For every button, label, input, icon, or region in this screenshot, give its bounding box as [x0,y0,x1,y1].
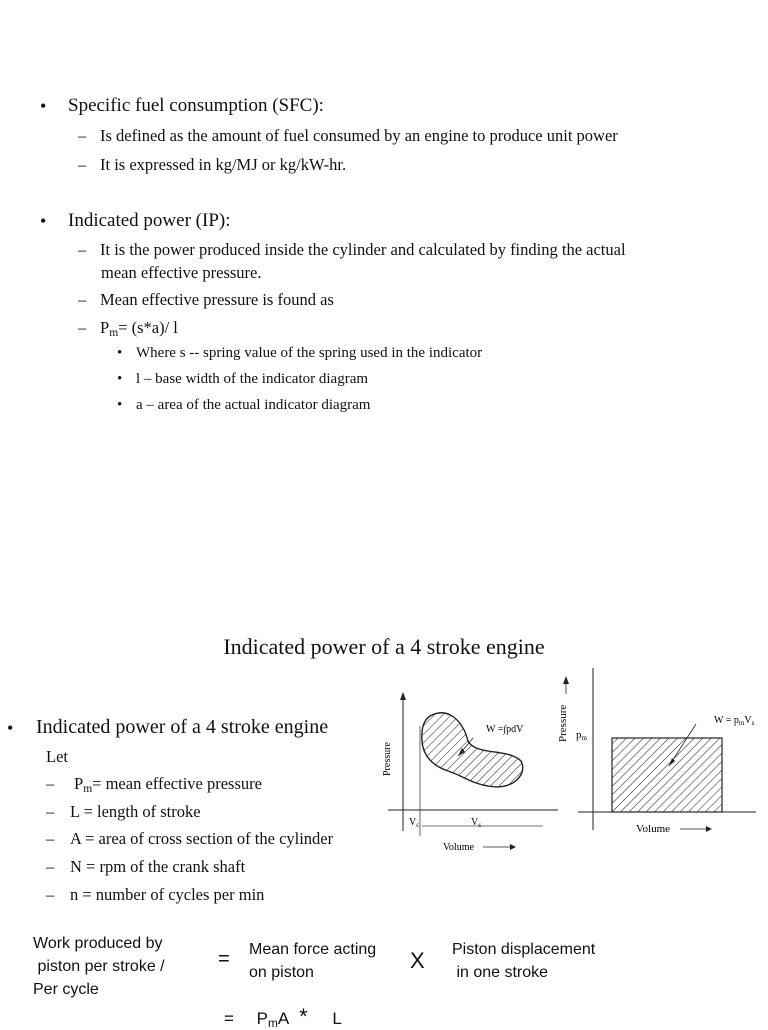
times-sign: X [410,948,425,973]
equation-mid [249,938,376,984]
pressure-label: Pressure [557,704,569,742]
work-label: W =∫pdV [486,724,524,735]
let-label: Let [46,747,68,766]
let-item-4: – n = number of cycles per min [46,885,265,904]
volume-label: Volume [443,842,474,853]
equation-row-2 [224,1004,342,1030]
let-item-3: – N = rpm of the crank shaft [46,857,246,876]
pressure-label: Pressure [382,742,393,776]
pm-p: P [74,774,84,793]
pv-diagram-actual [378,686,568,856]
ip-point-2-text: Mean effective pressure is found as [100,290,334,309]
let-item-2-text: A = area of cross section of the cylinder [70,829,334,848]
sfc-point-2: – It is expressed in kg/MJ or kg/kW-hr. [78,155,347,174]
let-item-2: – A = area of cross section of the cylinder [46,829,334,848]
where-item-3-text: a – area of the actual indicator diagram [136,397,371,413]
lhs-line-3: Per cycle [33,981,99,998]
rhs-line-1: Piston displacement [452,941,596,958]
where-item-3: • a – area of the actual indicator diagram [117,397,371,413]
row2-a: A [277,1009,289,1028]
vc-label: $V_c$ [409,817,420,829]
bullet-ip: • [40,211,47,231]
row2-pm: P [256,1009,269,1028]
volume-label: Volume [636,823,671,835]
let-item-pm: – $P_m=$ mean effective pressure [46,774,262,795]
lhs-line-2: piston per stroke / [33,958,165,975]
mep-formula: – $P_m= (s*a)/$ l [78,318,178,339]
where-item-2: • l – base width of the indicator diagram [117,371,369,387]
pm-sub: m [83,783,93,795]
row2-equals: = [224,1009,234,1028]
bullet-4stroke: • [7,718,14,738]
let-item-3-text: N = rpm of the crank shaft [70,857,246,876]
equation-rhs [452,938,595,984]
pm-rest: = mean effective pressure [92,774,262,793]
rhs-line-2: in one stroke [452,964,549,981]
ip-point-1-line-1: It is the power produced inside the cylinder and calculated by finding the actual [100,240,626,259]
equation-lhs [33,932,165,1001]
pm-label: pm [576,729,587,742]
row2-l: L [332,1009,342,1028]
let-item-1-text: L = length of stroke [70,802,201,821]
let-item-4-text: n = number of cycles per min [70,885,265,904]
mid-line-1: Mean force acting [249,941,377,958]
row2-star: * [299,1004,308,1029]
vs-label: $V_s$ [471,817,481,829]
formula-p: P [100,318,110,337]
slide-2-title: Indicated power of a 4 stroke engine [223,634,545,659]
formula-rest: = (s*a)/ l [118,318,178,337]
where-item-2-text: l – base width of the indicator diagram [136,371,369,387]
ip-point-2: – Mean effective pressure is found as [78,290,334,309]
formula-sub: m [109,327,119,339]
4stroke-heading: Indicated power of a 4 stroke engine [36,716,329,738]
ip-heading: Indicated power (IP): [68,210,231,231]
sfc-point-1: – Is defined as the amount of fuel consumed by an engine to produce unit power [78,126,618,145]
sfc-point-1-text: Is defined as the amount of fuel consumed by an engine to produce unit power [100,126,618,145]
sfc-point-2-text: It is expressed in kg/MJ or kg/kW-hr. [100,155,347,174]
equals-sign: = [218,948,230,970]
work-label: $W = p_mV_s$ [714,715,755,727]
mep-rectangle [612,738,722,812]
ip-point-1: – It is the power produced inside the cylinder and calculated by finding the actual [78,240,626,259]
pv-diagram-mep [556,664,762,842]
let-item-1: – L = length of stroke [46,802,201,821]
where-item-1-text: Where s -- spring value of the spring used in the indicator [136,345,483,361]
lhs-line-1: Work produced by [33,935,163,952]
sfc-heading: Specific fuel consumption (SFC): [68,95,324,116]
mid-line-2: on piston [249,964,314,981]
ip-point-1-line-2: mean effective pressure. [101,263,262,282]
where-item-1: • Where s -- spring value of the spring used in the indicator [117,345,483,361]
row2-pm-sub: m [268,1016,278,1030]
bullet-sfc: • [40,96,47,116]
